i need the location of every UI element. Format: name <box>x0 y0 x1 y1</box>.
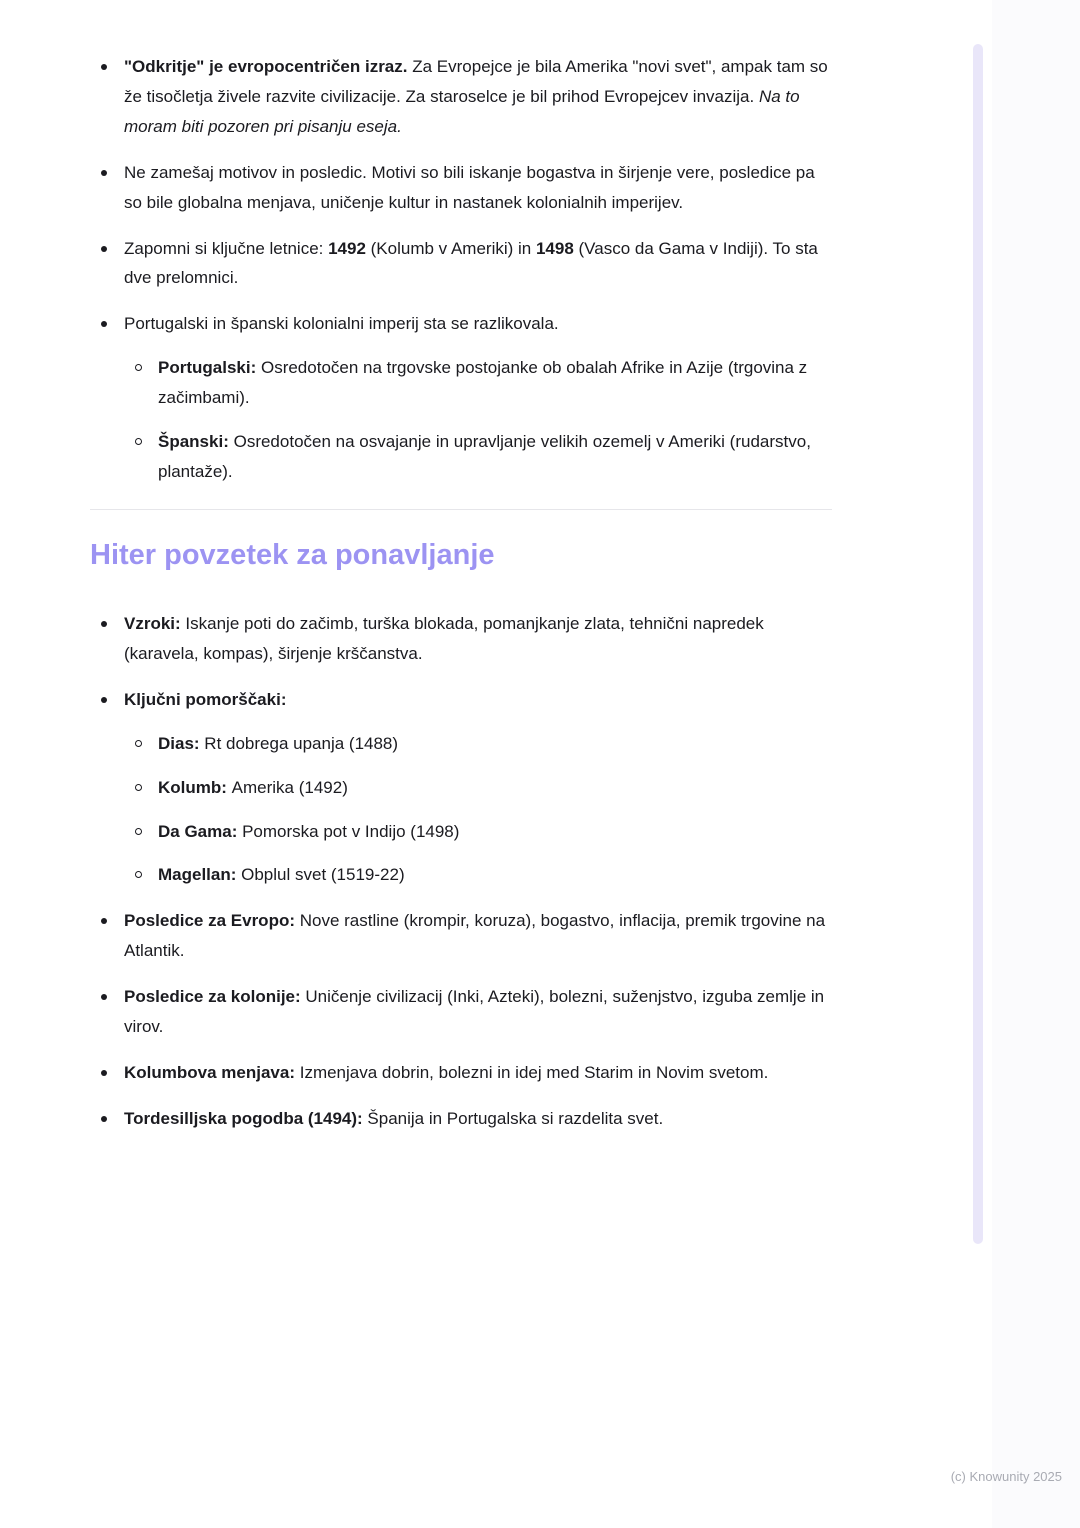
sub-bullet-list <box>124 353 832 487</box>
list-item-text <box>158 427 832 487</box>
list-item <box>90 1058 832 1088</box>
section-divider <box>90 509 832 510</box>
sub-list-item <box>124 729 832 759</box>
text-segment: "Odkritje" je evropocentričen izraz. <box>124 57 413 76</box>
text-segment: Dias: <box>158 733 205 753</box>
sub-list-item <box>124 817 832 847</box>
list-item-text <box>158 729 832 759</box>
sub-bullet-list <box>124 729 832 891</box>
text-segment: Ključni pomorščaki: <box>124 689 287 709</box>
text-segment: Magellan: <box>158 865 242 885</box>
text-segment: Nove rastline (krompir, koruza), bogastvo, inflacija, premik trgovine na Atlantik. <box>124 911 826 961</box>
list-item-text <box>124 52 832 142</box>
list-item-text <box>158 817 832 847</box>
text-segment: Rt dobrega upanja (1488) <box>204 733 399 753</box>
list-item-text <box>124 609 832 669</box>
text-segment: Osredotočen na trgovske postojanke ob obalah Afrike in Azije (trgovina z začimbami). <box>158 358 808 408</box>
text-segment: Kolumb: <box>158 777 232 797</box>
text-segment: (Kolumb v Ameriki) in <box>365 238 536 258</box>
summary-list-container <box>90 609 832 1134</box>
text-segment: Španski: <box>158 432 234 452</box>
notes-content <box>90 52 832 1150</box>
list-item-text <box>124 906 832 966</box>
list-item <box>90 685 832 891</box>
list-item-text <box>124 234 832 294</box>
list-item <box>90 158 832 218</box>
text-segment: (Vasco da Gama v Indiji). To sta dve prelomnici. <box>124 238 818 288</box>
list-item-text <box>124 1104 832 1134</box>
text-segment: Kolumbova menjava: <box>124 1062 300 1082</box>
list-item <box>90 906 832 966</box>
text-segment: Portugalski: <box>158 358 261 378</box>
list-item <box>90 982 832 1042</box>
list-item-text <box>124 982 832 1042</box>
list-item-text <box>124 685 832 715</box>
text-segment: 1498 <box>535 238 574 258</box>
list-item <box>90 309 832 487</box>
text-segment: Za Evropejce je bila Amerika "novi svet", ampak tam so že tisočletja živele razvite civilizacije. Za staroselce je bil prihod Evropejcev invazija. <box>124 57 828 106</box>
list-item-text <box>158 860 832 890</box>
list-item-text <box>124 158 832 218</box>
bullet-list <box>90 609 832 1134</box>
text-segment: Ne zamešaj motivov in posledic. Motivi so bili iskanje bogastva in širjenje vere, posledice pa so bile globalna menjava, uničenje kultur in nastanek kolonialnih imperijev. <box>124 162 815 212</box>
text-segment: Zapomni si ključne letnice: <box>124 238 329 258</box>
list-item <box>90 609 832 669</box>
text-segment: Posledice za Evropo: <box>124 911 300 931</box>
top-notes-list-container <box>90 52 832 487</box>
text-segment: Vzroki: <box>124 614 186 634</box>
list-item <box>90 234 832 294</box>
text-segment: Pomorska pot v Indijo (1498) <box>242 821 460 841</box>
text-segment: Osredotočen na osvajanje in upravljanje velikih ozemelj v Ameriki (rudarstvo, plantaže). <box>158 432 811 481</box>
text-segment: Obplul svet (1519-22) <box>241 865 405 885</box>
list-item <box>90 1104 832 1134</box>
list-item <box>90 52 832 142</box>
text-segment: Uničenje civilizacij (Inki, Azteki), bolezni, suženjstvo, izguba zemlje in virov. <box>124 987 825 1037</box>
text-segment: Iskanje poti do začimb, turška blokada, pomanjkanje zlata, tehnični napredek (karavela, kompas), širjenje krščanstva. <box>124 614 764 663</box>
sub-list-item <box>124 353 832 413</box>
text-segment: Portugalski in španski kolonialni imperij sta se razlikovala. <box>124 314 559 334</box>
list-item-text <box>158 353 832 413</box>
text-segment: Amerika (1492) <box>231 777 348 797</box>
footer-copyright: (c) Knowunity 2025 <box>950 1469 1062 1484</box>
text-segment: Da Gama: <box>158 821 243 841</box>
list-item-text <box>124 309 832 339</box>
list-item-text <box>158 773 832 803</box>
sub-list-item <box>124 860 832 890</box>
text-segment: Tordesilljska pogodba (1494): <box>124 1108 368 1128</box>
page-right-margin <box>992 0 1080 1528</box>
sub-list-item <box>124 427 832 487</box>
text-segment: Izmenjava dobrin, bolezni in idej med Starim in Novim svetom. <box>299 1062 769 1082</box>
text-segment: Španija in Portugalska si razdelita svet. <box>367 1108 664 1128</box>
text-segment: Posledice za kolonije: <box>124 987 306 1007</box>
sub-list-item <box>124 773 832 803</box>
text-segment: 1492 <box>328 238 366 258</box>
list-item-text <box>124 1058 832 1088</box>
text-segment: Na to moram biti pozoren pri pisanju eseja. <box>124 86 800 136</box>
bullet-list <box>90 52 832 487</box>
section-heading: Hiter povzetek za ponavljanje <box>90 538 495 571</box>
scrollbar-thumb[interactable] <box>973 44 983 1244</box>
